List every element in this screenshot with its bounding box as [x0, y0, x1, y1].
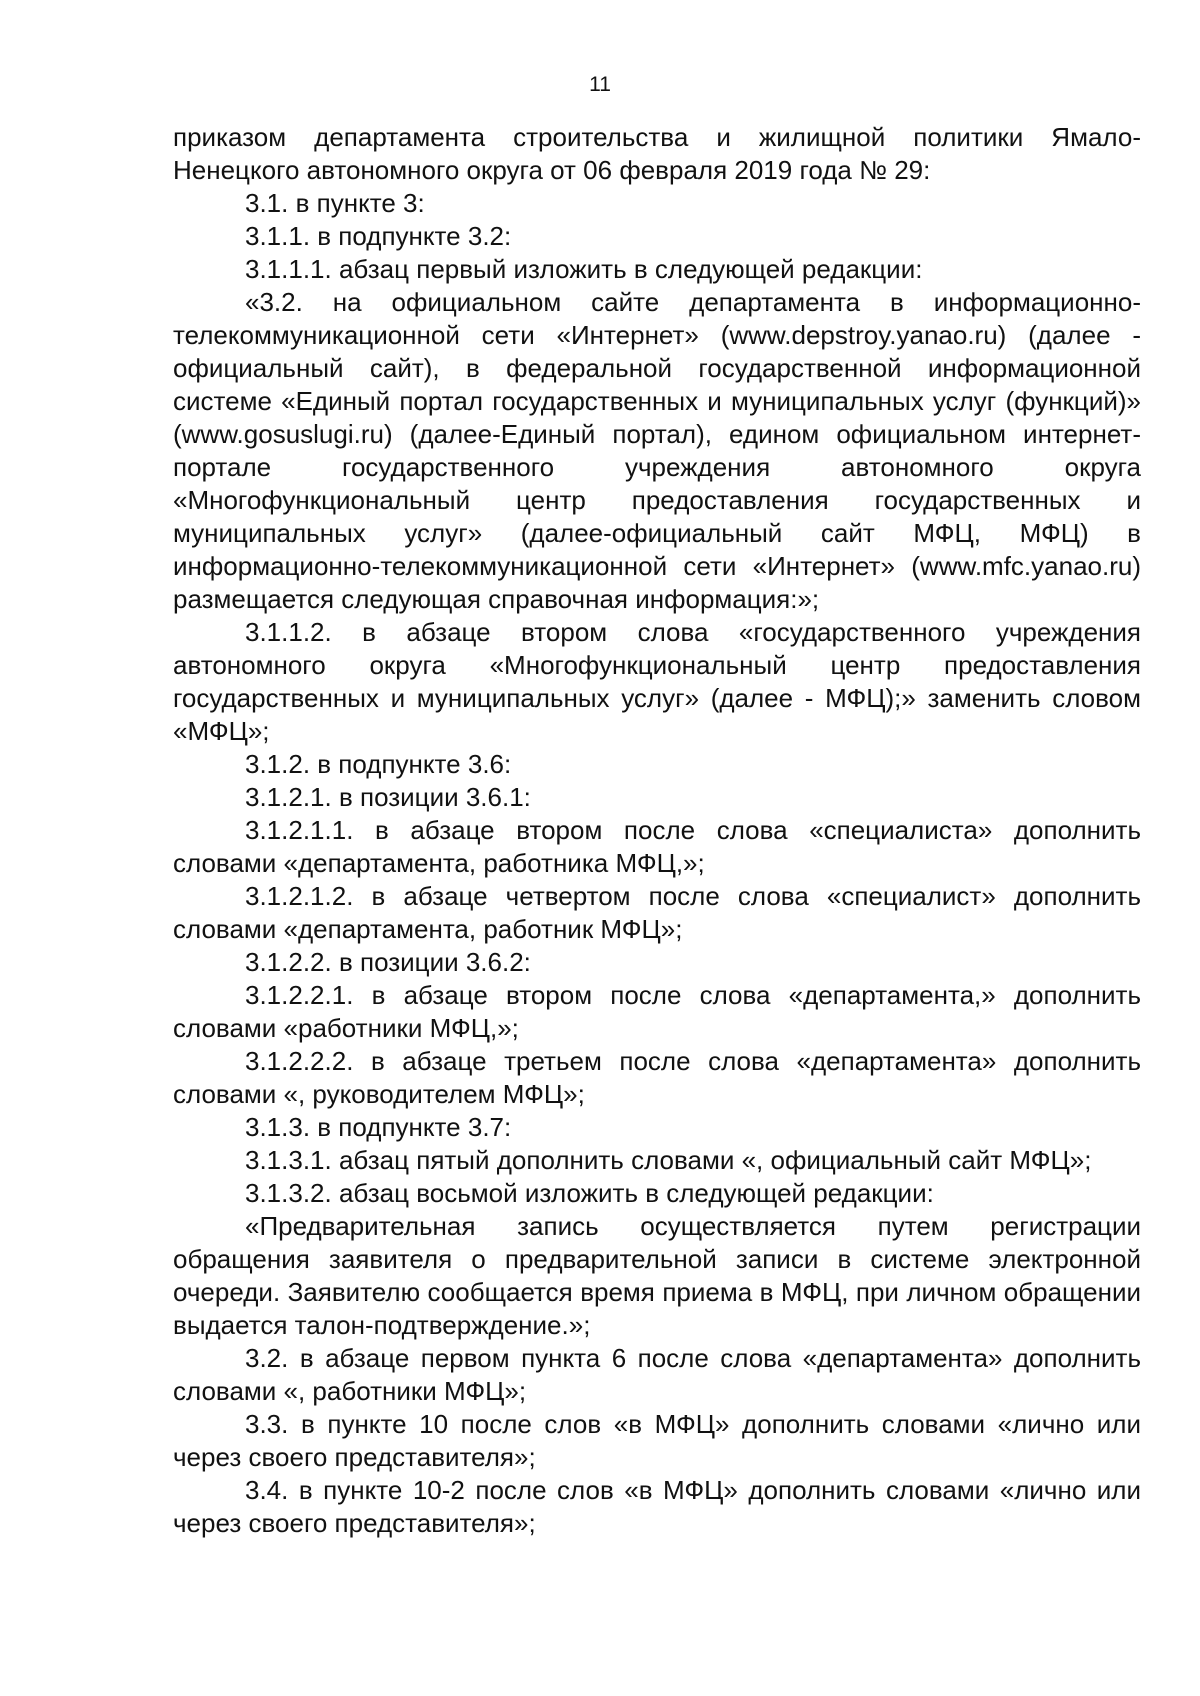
paragraph-3-1-1-2: 3.1.1.2. в абзаце втором слова «государственного учреждения автономного округа «Многофункциональный центр предоставления государственных и муниципальных услуг» (далее - МФЦ);» заменить словом «МФЦ»;	[173, 617, 1141, 746]
paragraph-3-1-2-1: 3.1.2.1. в позиции 3.6.1:	[245, 782, 531, 812]
paragraph-3-1: 3.1. в пункте 3:	[245, 188, 425, 218]
paragraph-quote-preliminary-record: «Предварительная запись осуществляется путем регистрации обращения заявителя о предварительной записи в системе электронной очереди. Заявителю сообщается время приема в МФЦ, при личном обращении выдается талон-подтверждение.»;	[173, 1211, 1141, 1340]
paragraph-3-4: 3.4. в пункте 10-2 после слов «в МФЦ» дополнить словами «лично или через своего представителя»;	[173, 1475, 1141, 1538]
paragraph-3-1-2-2-2: 3.1.2.2.2. в абзаце третьем после слова «департамента» дополнить словами «, руководителем МФЦ»;	[173, 1046, 1141, 1109]
paragraph-3-1-2: 3.1.2. в подпункте 3.6:	[245, 749, 512, 779]
paragraph-3-1-1-1: 3.1.1.1. абзац первый изложить в следующей редакции:	[245, 254, 923, 284]
paragraph-3-1-2-2: 3.1.2.2. в позиции 3.6.2:	[245, 947, 531, 977]
paragraph-3-1-3: 3.1.3. в подпункте 3.7:	[245, 1112, 512, 1142]
page-number: 11	[589, 73, 611, 96]
paragraph-3-1-1: 3.1.1. в подпункте 3.2:	[245, 221, 512, 251]
paragraph-quote-3-2: «3.2. на официальном сайте департамента в информационно-телекоммуникационной сети «Интернет» (www.depstroy.yanao.ru) (далее - официальный сайт), в федеральной государственной информационной системе «Единый портал государственных и муниципальных услуг (функций)» (www.gosuslugi.ru) (далее-Единый портал), едином официальном интернет-портале государственного учреждения автономного округа «Многофункциональный центр предоставления государственных и муниципальных услуг» (далее-официальный сайт МФЦ, МФЦ) в информационно-телекоммуникационной сети «Интернет» (www.mfc.yanao.ru) размещается следующая справочная информация:»;	[173, 287, 1141, 614]
paragraph-continuation: приказом департамента строительства и жилищной политики Ямало-Ненецкого автономного округа от 06 февраля 2019 года № 29:	[173, 122, 1141, 185]
paragraph-3-2: 3.2. в абзаце первом пункта 6 после слова «департамента» дополнить словами «, работники МФЦ»;	[173, 1343, 1141, 1406]
document-body	[173, 121, 1141, 1540]
paragraph-3-1-3-2: 3.1.3.2. абзац восьмой изложить в следующей редакции:	[245, 1178, 934, 1208]
paragraph-3-1-2-1-2: 3.1.2.1.2. в абзаце четвертом после слова «специалист» дополнить словами «департамента, работник МФЦ»;	[173, 881, 1141, 944]
paragraph-3-1-2-1-1: 3.1.2.1.1. в абзаце втором после слова «специалиста» дополнить словами «департамента, работника МФЦ,»;	[173, 815, 1141, 878]
paragraph-3-3: 3.3. в пункте 10 после слов «в МФЦ» дополнить словами «лично или через своего представителя»;	[173, 1409, 1141, 1472]
paragraph-3-1-2-2-1: 3.1.2.2.1. в абзаце втором после слова «департамента,» дополнить словами «работники МФЦ,»;	[173, 980, 1141, 1043]
paragraph-3-1-3-1: 3.1.3.1. абзац пятый дополнить словами «, официальный сайт МФЦ»;	[245, 1145, 1092, 1175]
